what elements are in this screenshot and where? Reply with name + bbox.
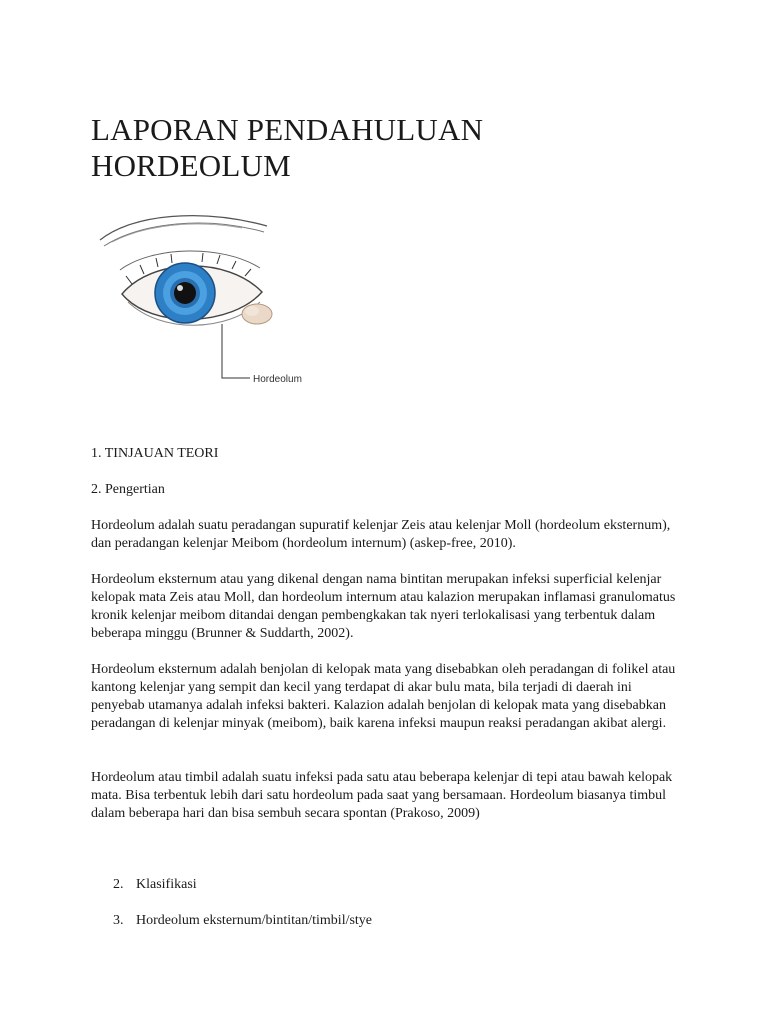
title-line-2: HORDEOLUM: [91, 148, 291, 183]
document-title: [91, 112, 691, 184]
figure-label: Hordeolum: [253, 374, 302, 385]
paragraph-1: Hordeolum adalah suatu peradangan supuratif kelenjar Zeis atau kelenjar Moll (hordeolum eksternum), dan peradangan kelenjar Meibom (hordeolum internum) (askep-free, 2010).: [91, 518, 671, 551]
paragraph-2: Hordeolum eksternum atau yang dikenal dengan nama bintitan merupakan infeksi superficial kelenjar kelopak mata Zeis atau Moll, dan hordeolum internum atau kalazion merupakan inflamasi granulomatus kronik kelenjar meibom ditandai dengan pembengkakan tak nyeri terlokalisasi yang terbentuk dalam beberapa minggu (Brunner & Suddarth, 2002).: [91, 572, 676, 641]
paragraph-4: Hordeolum atau timbil adalah suatu infeksi pada satu atau beberapa kelenjar di tepi atau bawah kelopak mata. Bisa terbentuk lebih dari satu hordeolum pada saat yang bersamaan. Hordeolum biasanya timbul dalam beberapa hari dan bisa sembuh secara spontan (Prakoso, 2009): [91, 770, 673, 821]
list-number: 2.: [113, 877, 124, 892]
eye-figure: [92, 206, 332, 396]
list-text: Hordeolum eksternum/bintitan/timbil/stye: [136, 913, 373, 928]
section-pengertian: 2. Pengertian: [91, 482, 165, 497]
paragraph-3: Hordeolum eksternum adalah benjolan di kelopak mata yang disebabkan oleh peradangan di folikel atau kantong kelenjar yang sempit dan kecil yang terdapat di akar bulu mata, bila terjadi di daerah ini penyebab utamanya adalah infeksi bakteri. Kalazion adalah benjolan di kelopak mata yang disebabkan peradangan di kelenjar minyak (meibom), baik karena infeksi maupun reaksi peradangan akibat alergi.: [91, 662, 676, 731]
eye-illustration-icon: [92, 206, 332, 396]
list-number: 3.: [113, 913, 124, 928]
list-text: Klasifikasi: [136, 877, 197, 892]
list-item-hordeolum-eksternum: [113, 912, 372, 930]
title-line-1: LAPORAN PENDAHULUAN: [91, 112, 484, 147]
list-item-klasifikasi: [113, 876, 197, 894]
section-tinjauan-teori: 1. TINJAUAN TEORI: [91, 446, 219, 461]
